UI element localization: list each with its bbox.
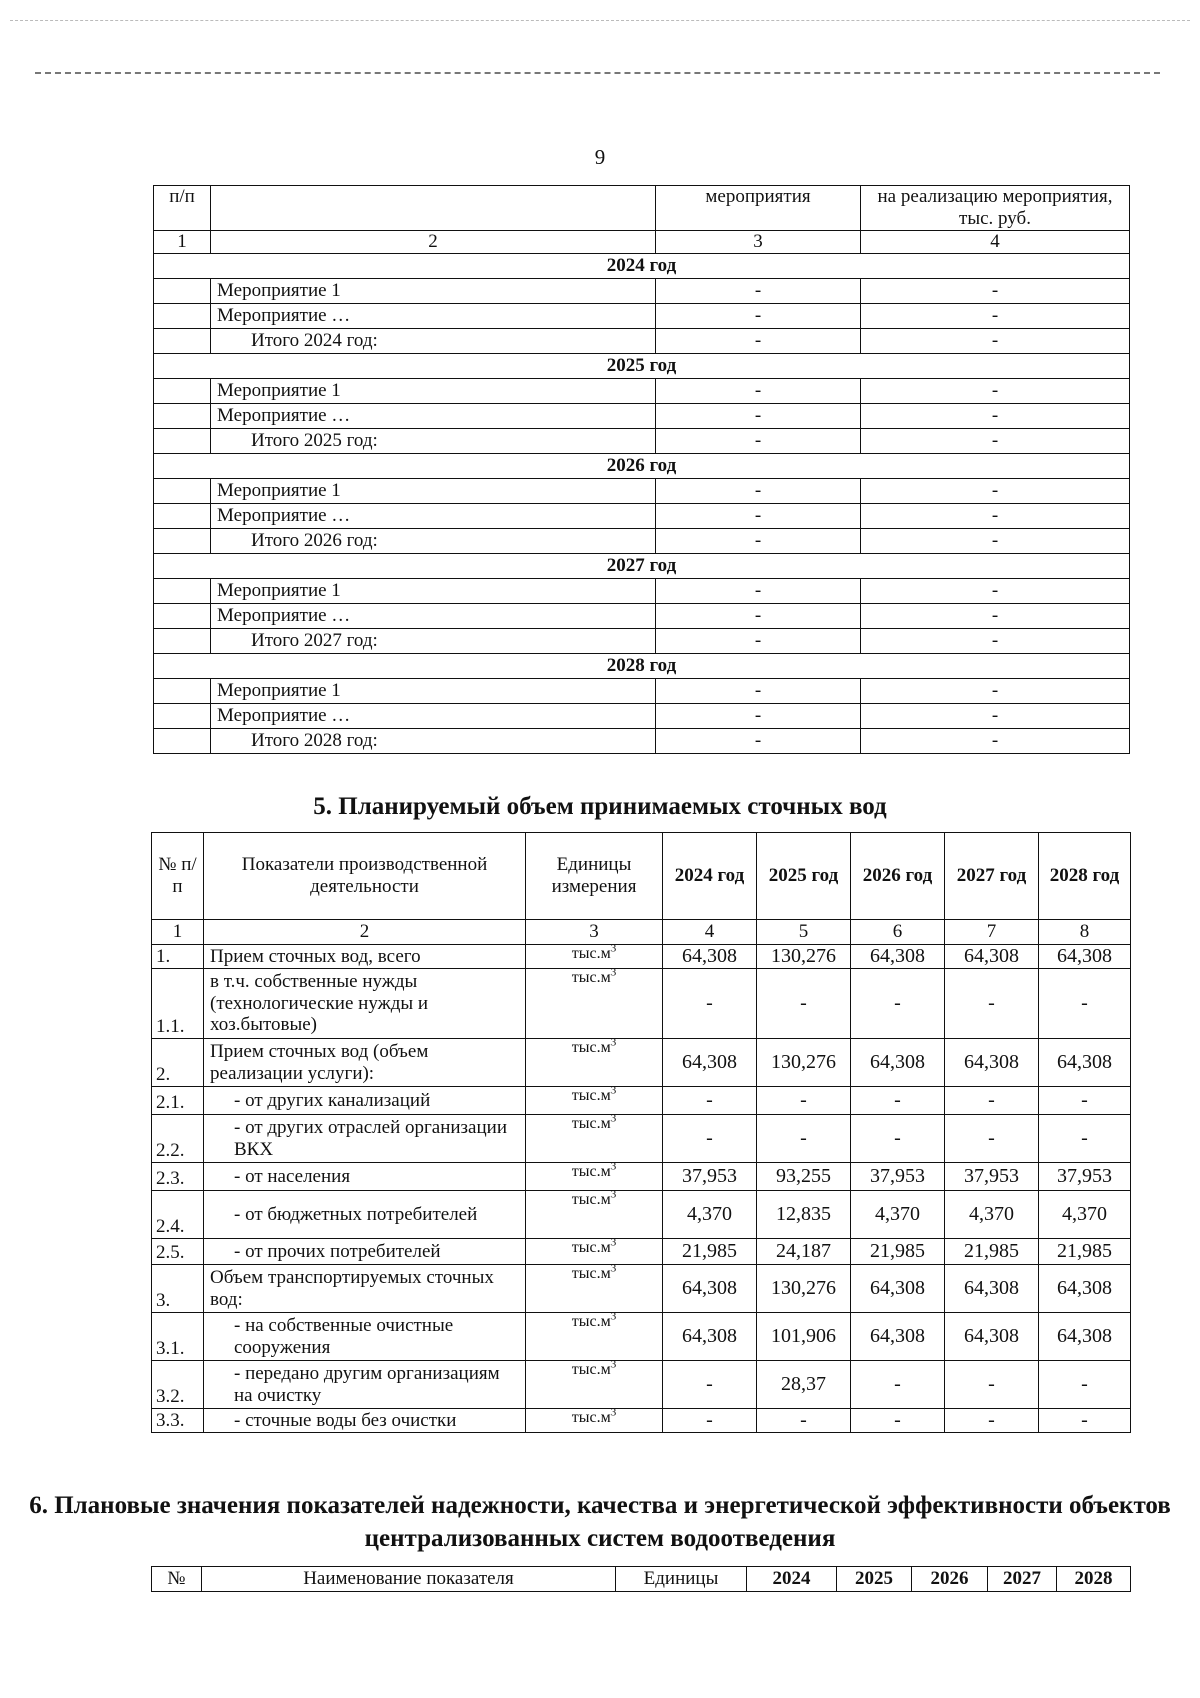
unit-text: тыс.м <box>571 1265 611 1282</box>
measures-table <box>153 185 1130 754</box>
section-5-title: 5. Планируемый объем принимаемых сточных вод <box>313 793 887 820</box>
measure-name: Мероприятие 1 <box>211 479 656 504</box>
value-cell: 101,906 <box>757 1313 851 1361</box>
table-row <box>152 1265 1131 1313</box>
measure-value: - <box>656 679 861 704</box>
unit-exponent: 3 <box>610 1086 617 1097</box>
table-row <box>152 1087 1131 1115</box>
value-cell: - <box>1039 1087 1131 1115</box>
unit-exponent: 3 <box>610 1162 617 1173</box>
row-number <box>154 404 211 429</box>
row-number <box>154 679 211 704</box>
scan-artifact-top <box>10 20 1190 21</box>
row-number: 3.1. <box>152 1313 204 1361</box>
column-header <box>211 186 656 231</box>
column-number: 7 <box>945 920 1039 945</box>
unit-text: тыс.м <box>571 1087 611 1104</box>
value-cell: - <box>945 969 1039 1039</box>
table-row <box>152 1163 1131 1191</box>
wastewater-volume-table <box>151 832 1131 1433</box>
value-cell: 64,308 <box>1039 1265 1131 1313</box>
column-header: 2028 год <box>1039 833 1131 920</box>
indicator-name: - от других канализаций <box>204 1087 526 1115</box>
value-cell: - <box>851 1409 945 1433</box>
value-cell: - <box>945 1087 1039 1115</box>
page-number: 9 <box>594 145 606 169</box>
value-cell: - <box>851 969 945 1039</box>
value-cell: - <box>757 1087 851 1115</box>
value-cell: - <box>663 969 757 1039</box>
total-cost: - <box>861 729 1130 754</box>
total-label: Итого 2025 год: <box>211 429 656 454</box>
year-row <box>154 554 1130 579</box>
column-number: 3 <box>526 920 663 945</box>
table-row <box>152 1191 1131 1239</box>
column-header: 2026 год <box>851 833 945 920</box>
total-row <box>154 329 1130 354</box>
row-number <box>154 329 211 354</box>
value-cell: 37,953 <box>1039 1163 1131 1191</box>
unit-text: тыс.м <box>571 969 611 986</box>
unit-text: тыс.м <box>571 1409 611 1426</box>
unit-exponent: 3 <box>610 968 617 979</box>
measure-name: Мероприятие … <box>211 304 656 329</box>
value-cell: - <box>1039 969 1131 1039</box>
measure-value: - <box>656 604 861 629</box>
table-row <box>154 504 1130 529</box>
value-cell: - <box>945 1409 1039 1433</box>
unit-exponent: 3 <box>610 1190 617 1201</box>
total-cost: - <box>861 429 1130 454</box>
value-cell: 64,308 <box>1039 945 1131 969</box>
value-cell: - <box>663 1115 757 1163</box>
value-cell: 64,308 <box>851 1313 945 1361</box>
table-row <box>152 969 1131 1039</box>
table-row <box>152 1313 1131 1361</box>
value-cell: - <box>757 969 851 1039</box>
column-number: 3 <box>656 231 861 254</box>
year-label: 2028 год <box>154 654 1130 679</box>
column-number: 5 <box>757 920 851 945</box>
unit-cell <box>526 945 663 969</box>
column-number: 8 <box>1039 920 1131 945</box>
scan-artifact-line <box>35 72 1160 74</box>
unit-text: тыс.м <box>571 1313 611 1330</box>
table-row <box>152 1409 1131 1433</box>
table-row <box>152 1239 1131 1265</box>
value-cell: 24,187 <box>757 1239 851 1265</box>
column-header: 2027 <box>988 1567 1057 1592</box>
unit-text: тыс.м <box>571 1039 611 1056</box>
value-cell: 64,308 <box>851 1039 945 1087</box>
table-row <box>154 304 1130 329</box>
value-cell: 93,255 <box>757 1163 851 1191</box>
value-cell: 64,308 <box>663 1313 757 1361</box>
row-number <box>154 529 211 554</box>
value-cell: - <box>945 1361 1039 1409</box>
value-cell: 4,370 <box>1039 1191 1131 1239</box>
row-number <box>154 379 211 404</box>
year-label: 2026 год <box>154 454 1130 479</box>
unit-text: тыс.м <box>571 1191 611 1208</box>
measure-cost: - <box>861 579 1130 604</box>
year-row <box>154 454 1130 479</box>
column-header: Единицы <box>616 1567 747 1592</box>
year-label: 2027 год <box>154 554 1130 579</box>
row-number <box>154 504 211 529</box>
value-cell: - <box>945 1115 1039 1163</box>
table-row <box>152 945 1131 969</box>
unit-text: тыс.м <box>571 1239 611 1256</box>
indicator-name: - передано другим организациям на очистку <box>204 1361 526 1409</box>
unit-cell <box>526 969 663 1039</box>
measure-value: - <box>656 504 861 529</box>
value-cell: 64,308 <box>945 1313 1039 1361</box>
table-header-row <box>152 833 1131 920</box>
value-cell: 37,953 <box>851 1163 945 1191</box>
unit-cell <box>526 1239 663 1265</box>
total-value: - <box>656 429 861 454</box>
value-cell: 21,985 <box>663 1239 757 1265</box>
column-number: 4 <box>663 920 757 945</box>
row-number <box>154 604 211 629</box>
value-cell: 130,276 <box>757 945 851 969</box>
column-header: Показатели производственной деятельности <box>204 833 526 920</box>
section-6-title: 6. Плановые значения показателей надежности, качества и энергетической эффективности объектов централизованных систем водоотведения <box>29 1492 1171 1552</box>
column-number: 2 <box>211 231 656 254</box>
row-number: 2.1. <box>152 1087 204 1115</box>
column-header: на реализацию мероприятия, тыс. руб. <box>861 186 1130 231</box>
indicator-name: Объем транспортируемых сточных вод: <box>204 1265 526 1313</box>
unit-cell <box>526 1191 663 1239</box>
unit-text: тыс.м <box>571 1163 611 1180</box>
value-cell: 130,276 <box>757 1039 851 1087</box>
value-cell: - <box>851 1361 945 1409</box>
row-number: 2.5. <box>152 1239 204 1265</box>
unit-cell <box>526 1409 663 1433</box>
total-cost: - <box>861 329 1130 354</box>
value-cell: - <box>851 1087 945 1115</box>
table-row <box>154 704 1130 729</box>
value-cell: 21,985 <box>851 1239 945 1265</box>
table-row <box>154 579 1130 604</box>
measure-value: - <box>656 279 861 304</box>
unit-exponent: 3 <box>610 1114 617 1125</box>
indicator-name: - сточные воды без очистки <box>204 1409 526 1433</box>
unit-text: тыс.м <box>571 1361 611 1378</box>
table-row <box>152 1115 1131 1163</box>
value-cell: - <box>1039 1409 1131 1433</box>
measure-name: Мероприятие 1 <box>211 579 656 604</box>
year-row <box>154 654 1130 679</box>
value-cell: 12,835 <box>757 1191 851 1239</box>
column-header: № <box>152 1567 202 1592</box>
table-row <box>154 679 1130 704</box>
total-label: Итого 2027 год: <box>211 629 656 654</box>
row-number <box>154 729 211 754</box>
column-number: 2 <box>204 920 526 945</box>
indicator-name: - на собственные очистные сооружения <box>204 1313 526 1361</box>
value-cell: - <box>1039 1361 1131 1409</box>
measure-name: Мероприятие … <box>211 504 656 529</box>
total-row <box>154 529 1130 554</box>
unit-text: тыс.м <box>571 945 611 962</box>
measure-value: - <box>656 479 861 504</box>
value-cell: 64,308 <box>663 1039 757 1087</box>
value-cell: 37,953 <box>945 1163 1039 1191</box>
unit-cell <box>526 1087 663 1115</box>
column-number: 1 <box>152 920 204 945</box>
value-cell: - <box>757 1115 851 1163</box>
value-cell: 64,308 <box>945 1039 1039 1087</box>
table-row <box>154 404 1130 429</box>
measure-name: Мероприятие 1 <box>211 379 656 404</box>
total-cost: - <box>861 529 1130 554</box>
column-header: 2026 <box>912 1567 988 1592</box>
value-cell: 64,308 <box>945 1265 1039 1313</box>
indicator-name: - от бюджетных потребителей <box>204 1191 526 1239</box>
unit-cell <box>526 1361 663 1409</box>
total-cost: - <box>861 629 1130 654</box>
measure-name: Мероприятие … <box>211 704 656 729</box>
total-label: Итого 2024 год: <box>211 329 656 354</box>
year-row <box>154 254 1130 279</box>
value-cell: 130,276 <box>757 1265 851 1313</box>
row-number <box>154 579 211 604</box>
indicators-table-header <box>151 1566 1131 1592</box>
value-cell: 64,308 <box>663 1265 757 1313</box>
value-cell: - <box>757 1409 851 1433</box>
row-number: 1.1. <box>152 969 204 1039</box>
column-header: Наименование показателя <box>202 1567 616 1592</box>
measure-cost: - <box>861 604 1130 629</box>
value-cell: - <box>663 1409 757 1433</box>
measure-cost: - <box>861 279 1130 304</box>
value-cell: 21,985 <box>1039 1239 1131 1265</box>
column-number: 6 <box>851 920 945 945</box>
year-row <box>154 354 1130 379</box>
row-number <box>154 429 211 454</box>
column-header: 2024 <box>747 1567 837 1592</box>
value-cell: 4,370 <box>663 1191 757 1239</box>
measure-name: Мероприятие … <box>211 404 656 429</box>
row-number <box>154 279 211 304</box>
column-header: 2028 <box>1057 1567 1131 1592</box>
total-value: - <box>656 329 861 354</box>
value-cell: 28,37 <box>757 1361 851 1409</box>
measure-cost: - <box>861 704 1130 729</box>
unit-exponent: 3 <box>610 1238 617 1249</box>
measure-cost: - <box>861 504 1130 529</box>
indicator-name: Прием сточных вод, всего <box>204 945 526 969</box>
value-cell: - <box>663 1087 757 1115</box>
table-row <box>152 1039 1131 1087</box>
measure-name: Мероприятие 1 <box>211 679 656 704</box>
unit-cell <box>526 1163 663 1191</box>
unit-exponent: 3 <box>610 1038 617 1049</box>
value-cell: 64,308 <box>1039 1313 1131 1361</box>
value-cell: 64,308 <box>1039 1039 1131 1087</box>
column-header: мероприятия <box>656 186 861 231</box>
total-value: - <box>656 629 861 654</box>
value-cell: - <box>663 1361 757 1409</box>
measure-cost: - <box>861 379 1130 404</box>
value-cell: 64,308 <box>663 945 757 969</box>
table-header-row <box>154 186 1130 231</box>
row-number <box>154 479 211 504</box>
indicator-name: - от населения <box>204 1163 526 1191</box>
value-cell: 64,308 <box>851 945 945 969</box>
row-number: 1. <box>152 945 204 969</box>
row-number: 2. <box>152 1039 204 1087</box>
unit-cell <box>526 1115 663 1163</box>
measure-name: Мероприятие … <box>211 604 656 629</box>
total-row <box>154 629 1130 654</box>
measure-cost: - <box>861 479 1130 504</box>
value-cell: 37,953 <box>663 1163 757 1191</box>
column-header: № п/п <box>152 833 204 920</box>
value-cell: 21,985 <box>945 1239 1039 1265</box>
unit-text: тыс.м <box>571 1115 611 1132</box>
total-value: - <box>656 729 861 754</box>
row-number: 2.3. <box>152 1163 204 1191</box>
unit-exponent: 3 <box>610 1264 617 1275</box>
column-number: 1 <box>154 231 211 254</box>
column-header: Единицы измерения <box>526 833 663 920</box>
measure-cost: - <box>861 679 1130 704</box>
value-cell: - <box>1039 1115 1131 1163</box>
value-cell: 64,308 <box>945 945 1039 969</box>
table-row <box>154 279 1130 304</box>
total-value: - <box>656 529 861 554</box>
column-header: п/п <box>154 186 211 231</box>
total-label: Итого 2026 год: <box>211 529 656 554</box>
column-header: 2027 год <box>945 833 1039 920</box>
measure-value: - <box>656 704 861 729</box>
row-number <box>154 704 211 729</box>
unit-cell <box>526 1265 663 1313</box>
row-number: 2.4. <box>152 1191 204 1239</box>
row-number: 2.2. <box>152 1115 204 1163</box>
table-header-row <box>152 1567 1131 1592</box>
year-label: 2025 год <box>154 354 1130 379</box>
unit-exponent: 3 <box>610 1408 617 1419</box>
value-cell: 64,308 <box>851 1265 945 1313</box>
indicator-name: Прием сточных вод (объем реализации услуги): <box>204 1039 526 1087</box>
measure-cost: - <box>861 404 1130 429</box>
column-header: 2024 год <box>663 833 757 920</box>
column-number-row <box>154 231 1130 254</box>
unit-exponent: 3 <box>610 944 617 955</box>
row-number: 3.2. <box>152 1361 204 1409</box>
value-cell: - <box>851 1115 945 1163</box>
measure-value: - <box>656 304 861 329</box>
total-label: Итого 2028 год: <box>211 729 656 754</box>
row-number: 3.3. <box>152 1409 204 1433</box>
column-number-row <box>152 920 1131 945</box>
table-row <box>154 604 1130 629</box>
indicator-name: - от других отраслей организации ВКХ <box>204 1115 526 1163</box>
unit-cell <box>526 1313 663 1361</box>
unit-exponent: 3 <box>610 1312 617 1323</box>
table-row <box>154 479 1130 504</box>
column-header: 2025 <box>837 1567 912 1592</box>
row-number: 3. <box>152 1265 204 1313</box>
table-row <box>152 1361 1131 1409</box>
value-cell: 4,370 <box>945 1191 1039 1239</box>
total-row <box>154 429 1130 454</box>
measure-name: Мероприятие 1 <box>211 279 656 304</box>
unit-exponent: 3 <box>610 1360 617 1371</box>
row-number <box>154 304 211 329</box>
indicator-name: - от прочих потребителей <box>204 1239 526 1265</box>
table-row <box>154 379 1130 404</box>
measure-value: - <box>656 379 861 404</box>
year-label: 2024 год <box>154 254 1130 279</box>
measure-cost: - <box>861 304 1130 329</box>
indicator-name: в т.ч. собственные нужды (технологические нужды и хоз.бытовые) <box>204 969 526 1039</box>
column-header: 2025 год <box>757 833 851 920</box>
column-number: 4 <box>861 231 1130 254</box>
row-number <box>154 629 211 654</box>
total-row <box>154 729 1130 754</box>
value-cell: 4,370 <box>851 1191 945 1239</box>
measure-value: - <box>656 579 861 604</box>
measure-value: - <box>656 404 861 429</box>
unit-cell <box>526 1039 663 1087</box>
